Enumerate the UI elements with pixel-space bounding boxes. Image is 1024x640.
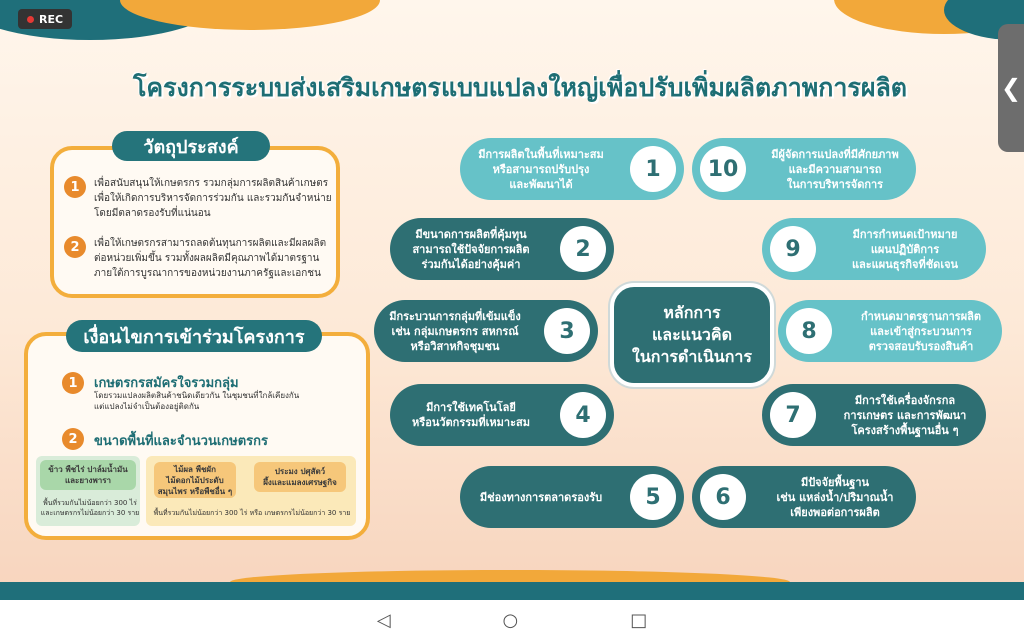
crop-note: พื้นที่รวมกันไม่น้อยกว่า 300 ไร่ หรือ เกษตรกรไม่น้อยกว่า 30 ราย (153, 509, 351, 517)
condition-text: โดยรวมแปลงผลิตสินค้าชนิดเดียวกัน ในชุมชนที่ใกล้เคียงกัน แต่แปลงไม่จำเป็นต้องอยู่ติดกัน (94, 391, 300, 411)
principle-number: 2 (560, 226, 606, 272)
conditions-heading: เงื่อนไขการเข้าร่วมโครงการ (66, 320, 322, 352)
recording-label: REC (38, 12, 64, 26)
principle-item-2: มีขนาดการผลิตที่คุ้มทุน สามารถใช้ปัจจัยการผลิต ร่วมกันได้อย่างคุ้มค่า 2 (390, 218, 614, 280)
crop-note: พื้นที่รวมกันไม่น้อยกว่า 300 ไร่ และเกษตรกรไม่น้อยกว่า 30 ราย (40, 499, 140, 517)
principle-item-3: มีกระบวนการกลุ่มที่เข้มแข็ง เช่น กลุ่มเกษตรกร สหกรณ์ หรือวิสาหกิจชุมชน 3 (374, 300, 598, 362)
decor-wave (0, 582, 1024, 600)
condition-title: เกษตรกรสมัครใจรวมกลุ่ม (94, 376, 239, 391)
principle-item-10: 10 มีผู้จัดการแปลงที่มีศักยภาพ และมีความสามารถ ในการบริหารจัดการ (692, 138, 916, 200)
principle-number: 3 (544, 308, 590, 354)
principle-item-7: 7 มีการใช้เครื่องจักรกล การเกษตร และการพัฒนา โครงสร้างพื้นฐานอื่น ๆ (762, 384, 986, 446)
objectives-heading: วัตถุประสงค์ (112, 131, 270, 161)
record-dot-icon (27, 16, 34, 23)
principle-number: 1 (630, 146, 676, 192)
principle-item-6: 6 มีปัจจัยพื้นฐาน เช่น แหล่งน้ำ/ปริมาณน้ำ เพียงพอต่อการผลิต (692, 466, 916, 528)
principle-item-5: มีช่องทางการตลาดรองรับ 5 (460, 466, 684, 528)
crop-chip: ประมง ปศุสัตว์ ผึ้งและแมลงเศรษฐกิจ (254, 462, 346, 492)
objective-number: 1 (64, 176, 86, 198)
objective-text: เพื่อให้เกษตรกรสามารถลดต้นทุนการผลิตและมีผลผลิต ต่อหน่วยเพิ่มขึ้น รวมทั้งผลผลิตมีคุณภาพได้มาตรฐาน ภายใต้การบูรณาการของหน่วยงานภาครัฐและเอกชน (94, 238, 327, 279)
chevron-left-icon: ❮ (1000, 74, 1022, 102)
principle-number: 8 (786, 308, 832, 354)
home-button[interactable]: ○ (502, 609, 519, 631)
principle-number: 10 (700, 146, 746, 192)
crop-chip: ข้าว พืชไร่ ปาล์มน้ำมัน และยางพารา (40, 460, 136, 490)
principle-item-9: 9 มีการกำหนดเป้าหมาย แผนปฏิบัติการ และแผนธุรกิจที่ชัดเจน (762, 218, 986, 280)
recording-indicator[interactable] (18, 9, 72, 29)
principle-number: 7 (770, 392, 816, 438)
condition-number: 1 (62, 372, 84, 394)
objectives-panel (50, 146, 340, 298)
side-panel-toggle[interactable] (998, 24, 1024, 152)
principle-number: 5 (630, 474, 676, 520)
principle-number: 9 (770, 226, 816, 272)
back-button[interactable]: ◁ (376, 609, 391, 631)
slide-title: โครงการระบบส่งเสริมเกษตรแบบแปลงใหญ่เพื่อปรับเพิ่มผลิตภาพการผลิต (132, 73, 908, 102)
recents-button[interactable]: □ (630, 609, 648, 631)
principle-item-1: มีการผลิตในพื้นที่เหมาะสม หรือสามารถปรับปรุง และพัฒนาได้ 1 (460, 138, 684, 200)
condition-title: ขนาดพื้นที่และจำนวนเกษตรกร (94, 434, 269, 449)
condition-number: 2 (62, 428, 84, 450)
principles-center: หลักการ และแนวคิด ในการดำเนินการ (610, 283, 774, 387)
crop-chip: ไม้ผล พืชผัก ไม้ดอกไม้ประดับ สมุนไพร หรือพืชอื่น ๆ (154, 462, 236, 498)
conditions-panel (24, 332, 370, 540)
principle-number: 4 (560, 392, 606, 438)
crop-box-right (146, 456, 356, 526)
principle-item-8: 8 กำหนดมาตรฐานการผลิต และเข้าสู่กระบวนการ ตรวจสอบรับรองสินค้า (778, 300, 1002, 362)
objective-text: เพื่อสนับสนุนให้เกษตรกร รวมกลุ่มการผลิตสินค้าเกษตร เพื่อให้เกิดการบริหารจัดการร่วมกัน และรวมกันจำหน่าย โดยมีตลาดรองรับที่แน่นอน (94, 178, 332, 219)
system-navigation-bar (0, 600, 1024, 640)
objective-number: 2 (64, 236, 86, 258)
crop-box-left (36, 456, 140, 526)
principle-number: 6 (700, 474, 746, 520)
principle-item-4: มีการใช้เทคโนโลยี หรือนวัตกรรมที่เหมาะสม 4 (390, 384, 614, 446)
